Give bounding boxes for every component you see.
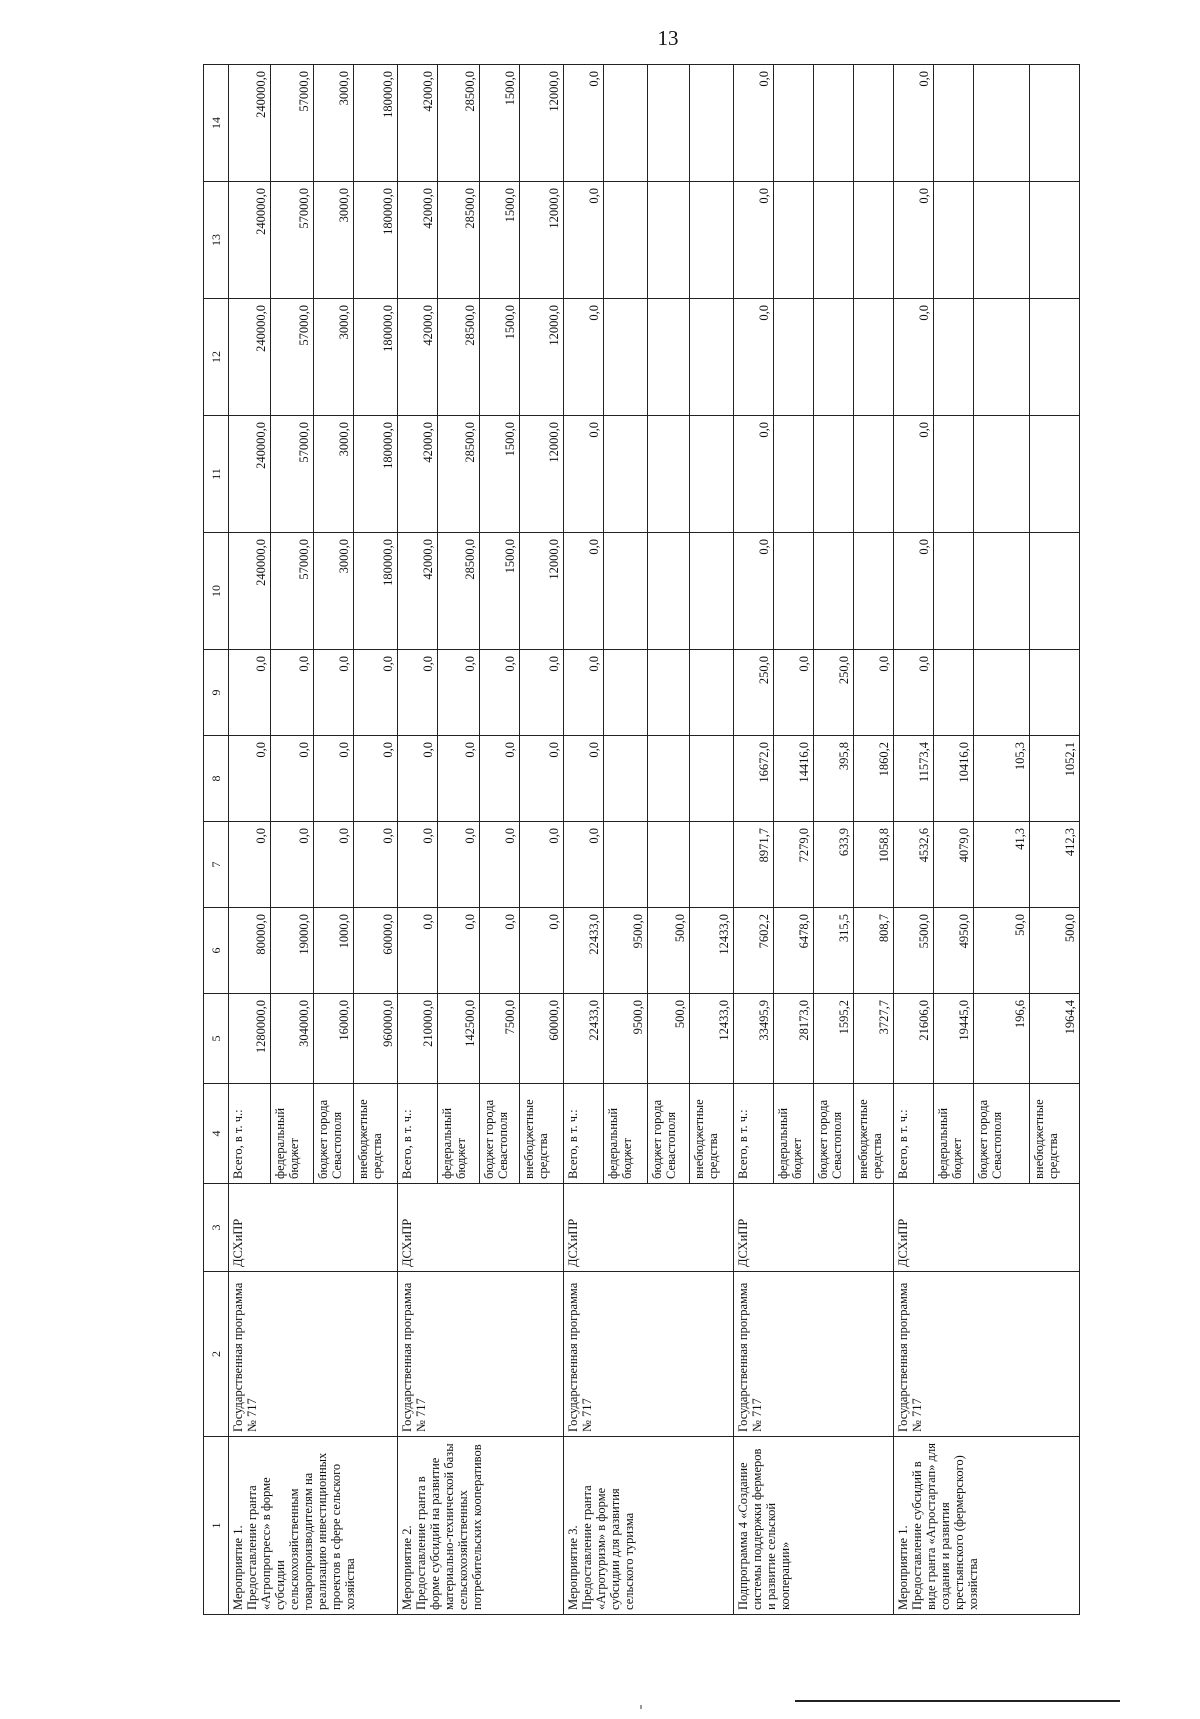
funding-source-cell: бюджет города Севастополя — [480, 1084, 520, 1184]
amount-cell: 500,0 — [648, 994, 690, 1084]
amount-cell: 42000,0 — [398, 533, 438, 650]
amount-cell: 0,0 — [229, 822, 271, 908]
scan-mark — [640, 1705, 642, 1709]
funding-source-cell: внебюджетные средства — [520, 1084, 564, 1184]
amount-cell: 16000,0 — [314, 994, 354, 1084]
executor-cell: ДСХиПР — [564, 1184, 734, 1272]
amount-cell — [974, 182, 1030, 299]
amount-cell: 57000,0 — [271, 182, 314, 299]
amount-cell: 7500,0 — [480, 994, 520, 1084]
amount-cell: 250,0 — [814, 650, 854, 736]
amount-cell: 8971,7 — [734, 822, 774, 908]
amount-cell — [690, 182, 734, 299]
funding-source-cell: бюджет города Севастополя — [814, 1084, 854, 1184]
amount-cell: 196,6 — [974, 994, 1030, 1084]
funding-source-cell: Всего, в т. ч.: — [894, 1084, 934, 1184]
amount-cell: 3000,0 — [314, 182, 354, 299]
executor-cell: ДСХиПР — [894, 1184, 1080, 1272]
amount-cell — [604, 650, 648, 736]
funding-source-cell: бюджет города Севастополя — [314, 1084, 354, 1184]
amount-cell: 0,0 — [271, 650, 314, 736]
amount-cell — [814, 416, 854, 533]
table-row — [734, 65, 774, 1615]
amount-cell — [934, 299, 974, 416]
amount-cell: 12000,0 — [520, 533, 564, 650]
amount-cell: 1500,0 — [480, 65, 520, 182]
amount-cell: 6478,0 — [774, 908, 814, 994]
amount-cell: 11573,4 — [894, 736, 934, 822]
funding-source-cell: Всего, в т. ч.: — [398, 1084, 438, 1184]
amount-cell: 28500,0 — [438, 182, 480, 299]
amount-cell: 0,0 — [438, 650, 480, 736]
amount-cell: 0,0 — [734, 65, 774, 182]
amount-cell: 0,0 — [564, 65, 604, 182]
amount-cell — [690, 416, 734, 533]
amount-cell — [974, 533, 1030, 650]
funding-source-cell: внебюджетные средства — [354, 1084, 398, 1184]
funding-source-cell: Всего, в т. ч.: — [564, 1084, 604, 1184]
column-number: 3 — [204, 1184, 229, 1272]
footer-rule — [795, 1700, 1120, 1702]
amount-cell: 0,0 — [398, 908, 438, 994]
amount-cell: 0,0 — [894, 533, 934, 650]
amount-cell — [814, 65, 854, 182]
amount-cell — [854, 65, 894, 182]
amount-cell — [604, 299, 648, 416]
amount-cell: 0,0 — [564, 182, 604, 299]
amount-cell: 0,0 — [314, 822, 354, 908]
amount-cell — [690, 822, 734, 908]
budget-table — [203, 64, 1080, 1615]
amount-cell: 0,0 — [480, 650, 520, 736]
amount-cell: 0,0 — [398, 736, 438, 822]
amount-cell: 500,0 — [648, 908, 690, 994]
amount-cell — [934, 65, 974, 182]
amount-cell: 500,0 — [1030, 908, 1080, 994]
amount-cell: 0,0 — [354, 650, 398, 736]
amount-cell — [1030, 65, 1080, 182]
amount-cell — [854, 416, 894, 533]
amount-cell: 12000,0 — [520, 416, 564, 533]
amount-cell — [774, 65, 814, 182]
amount-cell: 180000,0 — [354, 299, 398, 416]
amount-cell — [974, 650, 1030, 736]
program-cell: Государственная программа № 717 — [734, 1272, 894, 1437]
amount-cell — [690, 650, 734, 736]
amount-cell: 28500,0 — [438, 65, 480, 182]
amount-cell: 3000,0 — [314, 65, 354, 182]
amount-cell: 57000,0 — [271, 416, 314, 533]
column-number: 7 — [204, 822, 229, 908]
amount-cell: 1280000,0 — [229, 994, 271, 1084]
amount-cell — [814, 533, 854, 650]
amount-cell: 0,0 — [774, 650, 814, 736]
amount-cell — [648, 533, 690, 650]
amount-cell: 1052,1 — [1030, 736, 1080, 822]
amount-cell: 1000,0 — [314, 908, 354, 994]
amount-cell: 22433,0 — [564, 908, 604, 994]
amount-cell: 33495,9 — [734, 994, 774, 1084]
amount-cell: 0,0 — [734, 299, 774, 416]
amount-cell: 0,0 — [398, 650, 438, 736]
column-number: 13 — [204, 182, 229, 299]
column-number: 5 — [204, 994, 229, 1084]
amount-cell: 41,3 — [974, 822, 1030, 908]
amount-cell — [648, 299, 690, 416]
amount-cell: 60000,0 — [520, 994, 564, 1084]
amount-cell: 0,0 — [438, 736, 480, 822]
amount-cell: 3000,0 — [314, 299, 354, 416]
amount-cell: 0,0 — [398, 822, 438, 908]
program-cell: Государственная программа № 717 — [894, 1272, 1080, 1437]
amount-cell — [648, 182, 690, 299]
amount-cell: 42000,0 — [398, 182, 438, 299]
amount-cell — [648, 736, 690, 822]
amount-cell: 1500,0 — [480, 299, 520, 416]
amount-cell: 3000,0 — [314, 533, 354, 650]
measure-cell: Мероприятие 2. Предоставление гранта в форме субсидий на развитие материально-технической базы сельскохозяйственных потребительских кооперативов — [398, 1437, 564, 1615]
amount-cell: 0,0 — [480, 908, 520, 994]
amount-cell: 0,0 — [894, 650, 934, 736]
funding-source-cell: федеральный бюджет — [934, 1084, 974, 1184]
amount-cell: 0,0 — [271, 736, 314, 822]
page-number: 13 — [657, 26, 679, 50]
column-number: 4 — [204, 1084, 229, 1184]
amount-cell: 4532,6 — [894, 822, 934, 908]
amount-cell: 57000,0 — [271, 533, 314, 650]
amount-cell: 180000,0 — [354, 533, 398, 650]
funding-source-cell: внебюджетные средства — [1030, 1084, 1080, 1184]
amount-cell: 4950,0 — [934, 908, 974, 994]
amount-cell: 105,3 — [974, 736, 1030, 822]
amount-cell: 240000,0 — [229, 65, 271, 182]
amount-cell — [1030, 299, 1080, 416]
amount-cell: 0,0 — [734, 182, 774, 299]
amount-cell: 4079,0 — [934, 822, 974, 908]
amount-cell: 0,0 — [894, 416, 934, 533]
amount-cell: 960000,0 — [354, 994, 398, 1084]
amount-cell — [854, 299, 894, 416]
amount-cell: 180000,0 — [354, 182, 398, 299]
amount-cell: 0,0 — [564, 650, 604, 736]
amount-cell — [814, 299, 854, 416]
amount-cell — [604, 736, 648, 822]
amount-cell: 180000,0 — [354, 416, 398, 533]
funding-source-cell: Всего, в т. ч.: — [734, 1084, 774, 1184]
amount-cell — [604, 182, 648, 299]
amount-cell: 0,0 — [520, 650, 564, 736]
amount-cell: 210000,0 — [398, 994, 438, 1084]
amount-cell: 0,0 — [271, 822, 314, 908]
amount-cell — [974, 299, 1030, 416]
amount-cell — [974, 416, 1030, 533]
amount-cell: 9500,0 — [604, 908, 648, 994]
measure-cell: Мероприятие 1. Предоставление гранта «Агропрогресс» в форме субсидии сельскохозяйственным товаропроизводителям на реализацию инвестиционных проектов в сфере сельского хозяйства — [229, 1437, 398, 1615]
amount-cell — [934, 533, 974, 650]
funding-source-cell: внебюджетные средства — [690, 1084, 734, 1184]
amount-cell: 142500,0 — [438, 994, 480, 1084]
amount-cell: 5500,0 — [894, 908, 934, 994]
amount-cell: 633,9 — [814, 822, 854, 908]
amount-cell — [774, 299, 814, 416]
table-row — [564, 65, 604, 1615]
amount-cell: 57000,0 — [271, 299, 314, 416]
amount-cell: 1500,0 — [480, 416, 520, 533]
executor-cell: ДСХиПР — [734, 1184, 894, 1272]
amount-cell: 28500,0 — [438, 299, 480, 416]
amount-cell: 240000,0 — [229, 416, 271, 533]
amount-cell: 0,0 — [564, 736, 604, 822]
amount-cell: 50,0 — [974, 908, 1030, 994]
amount-cell: 0,0 — [734, 533, 774, 650]
funding-source-cell: бюджет города Севастополя — [648, 1084, 690, 1184]
amount-cell: 250,0 — [734, 650, 774, 736]
amount-cell: 28500,0 — [438, 533, 480, 650]
amount-cell: 0,0 — [480, 822, 520, 908]
column-number: 10 — [204, 533, 229, 650]
amount-cell — [604, 533, 648, 650]
amount-cell: 0,0 — [894, 182, 934, 299]
amount-cell: 240000,0 — [229, 533, 271, 650]
amount-cell — [604, 822, 648, 908]
amount-cell — [690, 736, 734, 822]
amount-cell: 0,0 — [480, 736, 520, 822]
amount-cell — [934, 416, 974, 533]
amount-cell: 3727,7 — [854, 994, 894, 1084]
funding-source-cell: федеральный бюджет — [774, 1084, 814, 1184]
amount-cell: 0,0 — [564, 533, 604, 650]
measure-cell: Мероприятие 1. Предоставление субсидий в виде гранта «Агростартап» для создания и развития крестьянского (фермерского) хозяйства — [894, 1437, 1080, 1615]
column-number: 2 — [204, 1272, 229, 1437]
amount-cell: 0,0 — [520, 822, 564, 908]
amount-cell: 42000,0 — [398, 416, 438, 533]
amount-cell: 0,0 — [354, 736, 398, 822]
amount-cell: 3000,0 — [314, 416, 354, 533]
amount-cell: 28173,0 — [774, 994, 814, 1084]
amount-cell — [774, 416, 814, 533]
amount-cell: 0,0 — [520, 908, 564, 994]
amount-cell: 315,5 — [814, 908, 854, 994]
amount-cell: 1964,4 — [1030, 994, 1080, 1084]
amount-cell — [1030, 650, 1080, 736]
amount-cell — [690, 533, 734, 650]
amount-cell: 1500,0 — [480, 533, 520, 650]
funding-source-cell: федеральный бюджет — [271, 1084, 314, 1184]
amount-cell: 60000,0 — [354, 908, 398, 994]
executor-cell: ДСХиПР — [398, 1184, 564, 1272]
column-number: 12 — [204, 299, 229, 416]
column-number: 8 — [204, 736, 229, 822]
amount-cell — [814, 182, 854, 299]
amount-cell: 0,0 — [314, 736, 354, 822]
amount-cell: 0,0 — [894, 299, 934, 416]
amount-cell: 0,0 — [854, 650, 894, 736]
amount-cell: 80000,0 — [229, 908, 271, 994]
program-cell: Государственная программа № 717 — [564, 1272, 734, 1437]
amount-cell: 12000,0 — [520, 65, 564, 182]
table-row — [894, 65, 934, 1615]
program-cell: Государственная программа № 717 — [398, 1272, 564, 1437]
amount-cell: 395,8 — [814, 736, 854, 822]
amount-cell: 14416,0 — [774, 736, 814, 822]
amount-cell — [648, 65, 690, 182]
amount-cell — [1030, 533, 1080, 650]
amount-cell: 0,0 — [564, 299, 604, 416]
measure-cell: Мероприятие 3. Предоставление гранта «Агротуризм» в форме субсидии для развития сельского туризма — [564, 1437, 734, 1615]
funding-source-cell: бюджет города Севастополя — [974, 1084, 1030, 1184]
program-cell: Государственная программа № 717 — [229, 1272, 398, 1437]
amount-cell: 1860,2 — [854, 736, 894, 822]
column-number: 14 — [204, 65, 229, 182]
amount-cell: 0,0 — [564, 416, 604, 533]
amount-cell: 12000,0 — [520, 182, 564, 299]
amount-cell: 28500,0 — [438, 416, 480, 533]
amount-cell: 0,0 — [438, 908, 480, 994]
amount-cell: 42000,0 — [398, 65, 438, 182]
amount-cell — [854, 533, 894, 650]
amount-cell — [934, 650, 974, 736]
amount-cell: 7279,0 — [774, 822, 814, 908]
measure-cell: Подпрограмма 4 «Создание системы поддержки фермеров и развитие сельской кооперации» — [734, 1437, 894, 1615]
executor-cell: ДСХиПР — [229, 1184, 398, 1272]
funding-source-cell: федеральный бюджет — [604, 1084, 648, 1184]
amount-cell: 19445,0 — [934, 994, 974, 1084]
amount-cell: 57000,0 — [271, 65, 314, 182]
amount-cell: 0,0 — [229, 736, 271, 822]
amount-cell: 0,0 — [734, 416, 774, 533]
amount-cell: 21606,0 — [894, 994, 934, 1084]
column-number-row — [204, 65, 229, 1615]
amount-cell: 19000,0 — [271, 908, 314, 994]
amount-cell: 412,3 — [1030, 822, 1080, 908]
amount-cell — [974, 65, 1030, 182]
amount-cell: 12433,0 — [690, 908, 734, 994]
amount-cell: 0,0 — [564, 822, 604, 908]
amount-cell — [934, 182, 974, 299]
amount-cell: 0,0 — [354, 822, 398, 908]
funding-source-cell: внебюджетные средства — [854, 1084, 894, 1184]
amount-cell: 180000,0 — [354, 65, 398, 182]
amount-cell: 0,0 — [894, 65, 934, 182]
amount-cell — [604, 65, 648, 182]
amount-cell: 22433,0 — [564, 994, 604, 1084]
amount-cell — [1030, 182, 1080, 299]
column-number: 6 — [204, 908, 229, 994]
amount-cell — [854, 182, 894, 299]
amount-cell — [648, 822, 690, 908]
amount-cell — [774, 182, 814, 299]
amount-cell — [690, 65, 734, 182]
amount-cell — [774, 533, 814, 650]
table-row — [229, 65, 271, 1615]
amount-cell: 7602,2 — [734, 908, 774, 994]
amount-cell — [1030, 416, 1080, 533]
amount-cell: 0,0 — [438, 822, 480, 908]
amount-cell: 16672,0 — [734, 736, 774, 822]
amount-cell: 0,0 — [314, 650, 354, 736]
amount-cell: 42000,0 — [398, 299, 438, 416]
funding-source-cell: Всего, в т. ч.: — [229, 1084, 271, 1184]
column-number: 11 — [204, 416, 229, 533]
amount-cell — [648, 650, 690, 736]
amount-cell: 1595,2 — [814, 994, 854, 1084]
amount-cell — [604, 416, 648, 533]
column-number: 9 — [204, 650, 229, 736]
amount-cell: 1500,0 — [480, 182, 520, 299]
amount-cell — [690, 299, 734, 416]
amount-cell: 0,0 — [520, 736, 564, 822]
amount-cell: 240000,0 — [229, 182, 271, 299]
budget-table-rotated — [203, 65, 1077, 1615]
amount-cell: 0,0 — [229, 650, 271, 736]
amount-cell: 808,7 — [854, 908, 894, 994]
table-row — [398, 65, 438, 1615]
column-number: 1 — [204, 1437, 229, 1615]
amount-cell — [648, 416, 690, 533]
amount-cell: 9500,0 — [604, 994, 648, 1084]
amount-cell: 304000,0 — [271, 994, 314, 1084]
amount-cell: 10416,0 — [934, 736, 974, 822]
amount-cell: 12000,0 — [520, 299, 564, 416]
funding-source-cell: федеральный бюджет — [438, 1084, 480, 1184]
amount-cell: 12433,0 — [690, 994, 734, 1084]
amount-cell: 240000,0 — [229, 299, 271, 416]
amount-cell: 1058,8 — [854, 822, 894, 908]
